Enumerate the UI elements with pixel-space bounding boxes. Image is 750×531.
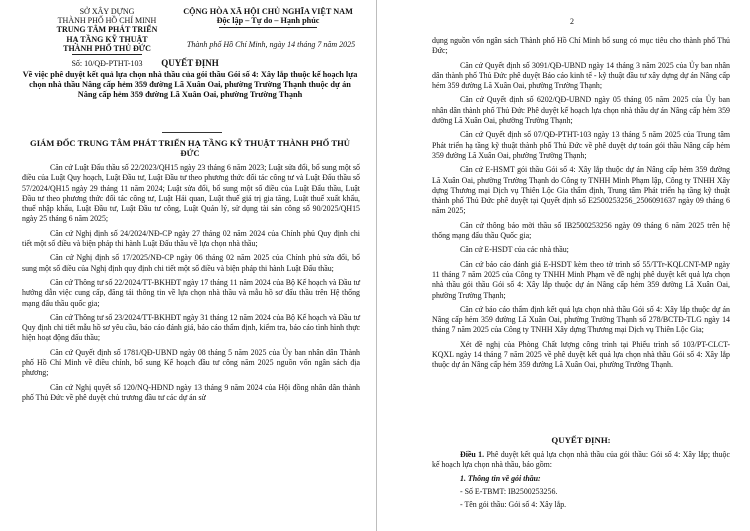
legal-basis-paragraph: Căn cứ Nghị quyết số 120/NQ-HĐND ngày 13 tháng 9 năm 2024 của Hội đồng nhân dân thành phố Thủ Đức về phê duyệt chủ trương đầu tư các dự án sử [22, 382, 360, 402]
article-1 [432, 450, 730, 513]
legal-basis-paragraph: Căn cứ báo cáo thẩm định kết quả lựa chọn nhà thầu Gói số 4: Xây lắp thuộc dự án Nâng cấp hẻm 359 đường Lã Xuân Oai, phường Trường Thạnh số 278/BCTĐ-TLG ngày 14 tháng 7 năm 2025 của Công ty TNHH Xây dựng Thương mại Dịch vụ Thiên Lộc Gia; [432, 304, 730, 335]
national-motto: Độc lập – Tự do – Hạnh phúc [216, 16, 320, 26]
page-number: 2 [570, 17, 574, 26]
package-info-heading: 1. Thông tin về gói thầu: [460, 473, 541, 483]
package-name: - Tên gói thầu: Gói số 4: Xây lắp. [460, 500, 567, 510]
decision-subject: Về việc phê duyệt kết quả lựa chọn nhà thầu của gói thầu Gói số 4: Xây lắp thuộc kế hoạch lựa chọn nhà thầu Nâng cấp hẻm 359 đường Lã Xuân Oai, phường Trường Thạnh thuộc dự án Nâng cấp hẻm 359 đường Lã Xuân Oai, phường Trường Thạnh [22, 70, 358, 99]
article-1-text: Phê duyệt kết quả lựa chọn nhà thầu của gói thầu: Gói số 4: Xây lắp; thuộc kế hoạch lựa chọn nhà thầu, báo gồm: [432, 450, 730, 470]
legal-basis-paragraph: Căn cứ E-HSMT gói thầu Gói số 4: Xây lắp thuộc dự án Nâng cấp hẻm 359 đường Lã Xuân Oai, phường Trường Thạnh do Công ty TNHH Minh Phạm lập, Công ty TNHH Xây dựng Thương mại Dịch vụ Thiên Lộc Gia thẩm định, Trung tâm Phát triển hạ tầng kỹ thuật thành phố Thủ Đức phê duyệt tại Quyết định số E2500253256_2506091637 ngày 09 tháng 6 năm 2025; [432, 165, 730, 216]
legal-basis-paragraph: Căn cứ Nghị định số 24/2024/NĐ-CP ngày 27 tháng 02 năm 2024 của Chính phủ Quy định chi tiết một số điều và biện pháp thi hành Luật Đấu thầu về lựa chọn nhà thầu; [22, 228, 360, 249]
national-title: CỘNG HÒA XÃ HỘI CHỦ NGHĨA VIỆT NAM [183, 7, 353, 16]
legal-basis-list-continued [432, 36, 730, 375]
tender-notice-number: - Số E-TBMT: IB2500253256. [460, 486, 558, 496]
legal-basis-paragraph: Căn cứ Quyết định số 3091/QĐ-UBND ngày 14 tháng 3 năm 2025 của Ủy ban nhân dân thành phố Thủ Đức phê duyệt Báo cáo kinh tế - kỹ thuật đầu tư xây dựng dự án Nâng cấp hẻm 359 đường Lã Xuân Oai, phường Trường Thạnh; [432, 60, 730, 91]
issuer-authority: GIÁM ĐỐC TRUNG TÂM PHÁT TRIỂN HẠ TẦNG KỸ THUẬT THÀNH PHỐ THỦ ĐỨC [30, 138, 350, 158]
article-1-label: Điều 1. [460, 450, 485, 459]
ministry-line: SỞ XÂY DỰNG [79, 7, 135, 16]
agency-name-line3: THÀNH PHỐ THỦ ĐỨC [63, 43, 151, 53]
agency-name-line2: HẠ TẦNG KỸ THUẬT [66, 34, 148, 44]
continuation-paragraph: dụng nguồn vốn ngân sách Thành phố Hồ Chí Minh bổ sung có mục tiêu cho thành phố Thủ Đức; [432, 36, 730, 56]
document-number: Số: 10/QĐ-PTHT-103 [71, 59, 143, 69]
city-line: THÀNH PHỐ HỒ CHÍ MINH [57, 16, 157, 26]
agency-name-line1: TRUNG TÂM PHÁT TRIỂN [56, 25, 158, 35]
legal-basis-paragraph: Căn cứ Quyết định số 6202/QĐ-UBND ngày 05 tháng 05 năm 2025 của Ủy ban nhân dân thành phố Thủ Đức Phê duyệt kế hoạch lựa chọn nhà thầu dự án Nâng cấp hẻm 359 đường Lã Xuân Oai, phường Trường Thạnh; [432, 95, 730, 126]
legal-basis-paragraph: Căn cứ Thông tư số 22/2024/TT-BKHĐT ngày 17 tháng 11 năm 2024 của Bộ Kế hoạch và Đầu tư hướng dẫn việc cung cấp, đăng tải thông tin về lựa chọn nhà thầu và mẫu hồ sơ đấu thầu trên Hệ thống mạng đấu thầu quốc gia; [22, 277, 360, 308]
legal-basis-paragraph: Căn cứ báo cáo đánh giá E-HSDT kèm theo tờ trình số 55/TTr-KQLCNT-MP ngày 11 tháng 7 năm 2025 của Công ty TNHH Minh Phạm về đề nghị phê duyệt kết quả lựa chọn nhà thầu gói thầu Gói số 4: Xây lắp thuộc dự án Nâng cấp hẻm 359 đường Lã Xuân Oai, phường Trường Thạnh; [432, 259, 730, 300]
article-1-paragraph [432, 450, 730, 471]
document-page-2 [377, 0, 750, 531]
subject-underline [162, 132, 222, 133]
legal-basis-paragraph: Căn cứ Quyết định số 07/QĐ-PTHT-103 ngày 13 tháng 5 năm 2025 của Trung tâm Phát triển hạ tầng kỹ thuật thành phố Thủ Đức về phê duyệt dự toán gói thầu Nâng cấp hẻm 359 đường Lã Xuân Oai, phường Trường Thạnh; [432, 130, 730, 160]
legal-basis-paragraph: Căn cứ Thông tư số 23/2024/TT-BKHĐT ngày 31 tháng 12 năm 2024 của Bộ Kế hoạch và Đầu tư Quy định chi tiết mẫu hồ sơ yêu cầu, báo cáo đánh giá, báo cáo thẩm định, kiểm tra, báo cáo tình hình thực hiện hoạt động đấu thầu; [22, 312, 360, 343]
legal-basis-paragraph: Căn cứ Nghị định số 17/2025/NĐ-CP ngày 06 tháng 02 năm 2025 của Chính phủ sửa đổi, bổ sung một số điều của Nghị định quy định chi tiết một số điều và biện pháp thi hành Luật Đấu thầu; [22, 253, 360, 273]
agency-underline [72, 54, 142, 55]
legal-basis-paragraph: Xét đề nghị của Phòng Chất lượng công trình tại Phiếu trình số 103/PT-CLCT-KQXL ngày 14 tháng 7 năm 2025 về phê duyệt kết quả lựa chọn nhà thầu Gói số 4: Xây lắp thuộc dự án Nâng cấp hẻm 359 đường Lã Xuân Oai, phường Trường Thạnh. [432, 339, 730, 370]
decision-heading: QUYẾT ĐỊNH: [551, 435, 611, 445]
legal-basis-paragraph: Căn cứ E-HSDT của các nhà thầu; [460, 245, 569, 255]
legal-basis-paragraph: Căn cứ thông báo mời thầu số IB2500253256 ngày 09 tháng 6 năm 2025 trên hệ thống mạng đấu thầu Quốc gia; [432, 220, 730, 241]
motto-underline [219, 27, 317, 28]
national-motto-block [168, 7, 368, 28]
decision-title: QUYẾT ĐỊNH [161, 58, 219, 68]
legal-basis-paragraph: Căn cứ Luật Đấu thầu số 22/2023/QH15 ngày 23 tháng 6 năm 2023; Luật sửa đổi, bổ sung một số điều của Luật Quy hoạch, Luật Đầu tư, Luật Đầu tư theo phương thức đối tác công tư và Luật Đấu thầu số 57/2024/QH15 ngày 29 tháng 11 năm 2024; Luật sửa đổi, bổ sung một số điều của Luật Đấu thầu, Luật Đầu tư theo phương thức đối tác công tư, Luật Hải quan, Luật thuế giá trị gia tăng, Luật thuế xuất khẩu, thuế nhập khẩu, Luật Đầu tư, Luật Đầu tư công, Luật Quản lý, sử dụng tài sản công số 90/2025/QH15 ngày 25 tháng 6 năm 2025; [22, 163, 360, 224]
legal-basis-paragraph: Căn cứ Quyết định số 1781/QĐ-UBND ngày 08 tháng 5 năm 2025 của Ủy ban nhân dân Thành phố Hồ Chí Minh về điều chỉnh, bổ sung Kế hoạch đầu tư công năm 2025 nguồn vốn ngân sách địa phương; [22, 347, 360, 378]
legal-basis-list [22, 163, 360, 407]
date-place: Thành phố Hồ Chí Minh, ngày 14 tháng 7 năm 2025 [186, 40, 356, 49]
